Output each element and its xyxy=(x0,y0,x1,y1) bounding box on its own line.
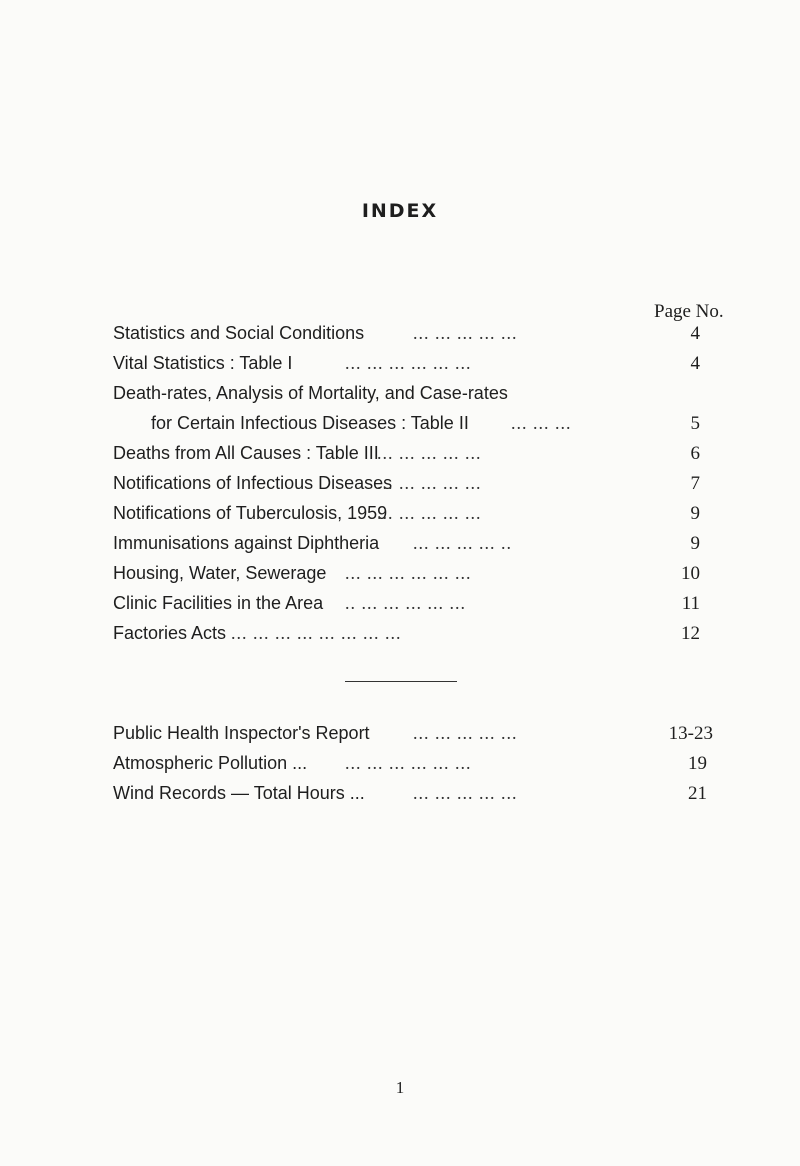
entry-label: Notifications of Infectious Diseases xyxy=(113,473,393,493)
leader-dots: ... ... ... ... ... xyxy=(413,723,518,743)
entry-page: 5 xyxy=(690,413,700,434)
page-number: 1 xyxy=(395,1078,405,1097)
entry-page: 19 xyxy=(688,753,707,774)
index-entry xyxy=(113,323,713,353)
entry-page: 10 xyxy=(681,563,700,584)
entry-page: 4 xyxy=(690,323,700,344)
entry-page: 9 xyxy=(690,503,700,524)
index-entry xyxy=(113,443,713,473)
leader-dots: ... ... ... ... ... ... xyxy=(345,563,472,583)
entry-label: Immunisations against Diphtheria xyxy=(113,533,380,553)
index-entry xyxy=(113,473,713,503)
leader-dots: ... ... ... ... ... ... ... ... xyxy=(231,623,402,643)
index-entry xyxy=(113,623,713,653)
leader-dots: ... ... ... ... ... xyxy=(377,473,482,493)
leader-dots: ... ... ... ... ... xyxy=(413,323,518,343)
entry-label: Housing, Water, Sewerage xyxy=(113,563,327,583)
index-entry xyxy=(113,723,713,753)
leader-dots: ... ... ... ... ... ... xyxy=(345,353,472,373)
index-entry xyxy=(113,783,713,813)
entry-label: Factories Acts xyxy=(113,623,227,643)
index-entry xyxy=(113,563,713,593)
index-title: INDEX xyxy=(361,200,439,222)
entry-page: 11 xyxy=(681,593,700,614)
section-divider xyxy=(345,681,457,682)
entry-label: Deaths from All Causes : Table III xyxy=(113,443,379,463)
leader-dots: ... ... ... ... ... ... xyxy=(345,753,472,773)
leader-dots: ... ... ... ... ... xyxy=(413,783,518,803)
entry-page: 7 xyxy=(690,473,700,494)
entry-page: 4 xyxy=(690,353,700,374)
entry-page: 6 xyxy=(690,443,700,464)
entry-page: 12 xyxy=(681,623,700,644)
leader-dots: .. ... ... ... ... ... xyxy=(345,593,466,613)
entry-label: Wind Records — Total Hours ... xyxy=(113,783,365,803)
entry-label: for Certain Infectious Diseases : Table II xyxy=(151,413,469,433)
leader-dots: ... ... ... ... ... xyxy=(377,503,482,523)
entry-label: Statistics and Social Conditions xyxy=(113,323,365,343)
entry-page: 9 xyxy=(690,533,700,554)
entry-label: Public Health Inspector's Report xyxy=(113,723,370,743)
entry-page: 13-23 xyxy=(668,723,713,744)
page-no-column-header: Page No. xyxy=(654,301,724,322)
leader-dots: ... ... ... xyxy=(511,413,572,433)
leader-dots: ... ... ... ... ... xyxy=(377,443,482,463)
entry-page: 21 xyxy=(688,783,707,804)
index-entry xyxy=(113,383,713,413)
index-entry xyxy=(113,533,713,563)
index-entry xyxy=(113,413,713,443)
entry-label: Clinic Facilities in the Area xyxy=(113,593,324,613)
entry-label: Death-rates, Analysis of Mortality, and Case-rates xyxy=(113,383,508,403)
index-entry xyxy=(113,503,713,533)
entry-label: Vital Statistics : Table I xyxy=(113,353,293,373)
index-entry xyxy=(113,753,713,783)
leader-dots: ... ... ... ... .. xyxy=(413,533,512,553)
entry-label: Atmospheric Pollution ... xyxy=(113,753,308,773)
entry-label: Notifications of Tuberculosis, 1959 xyxy=(113,503,388,523)
index-entry xyxy=(113,593,713,623)
index-entry xyxy=(113,353,713,383)
